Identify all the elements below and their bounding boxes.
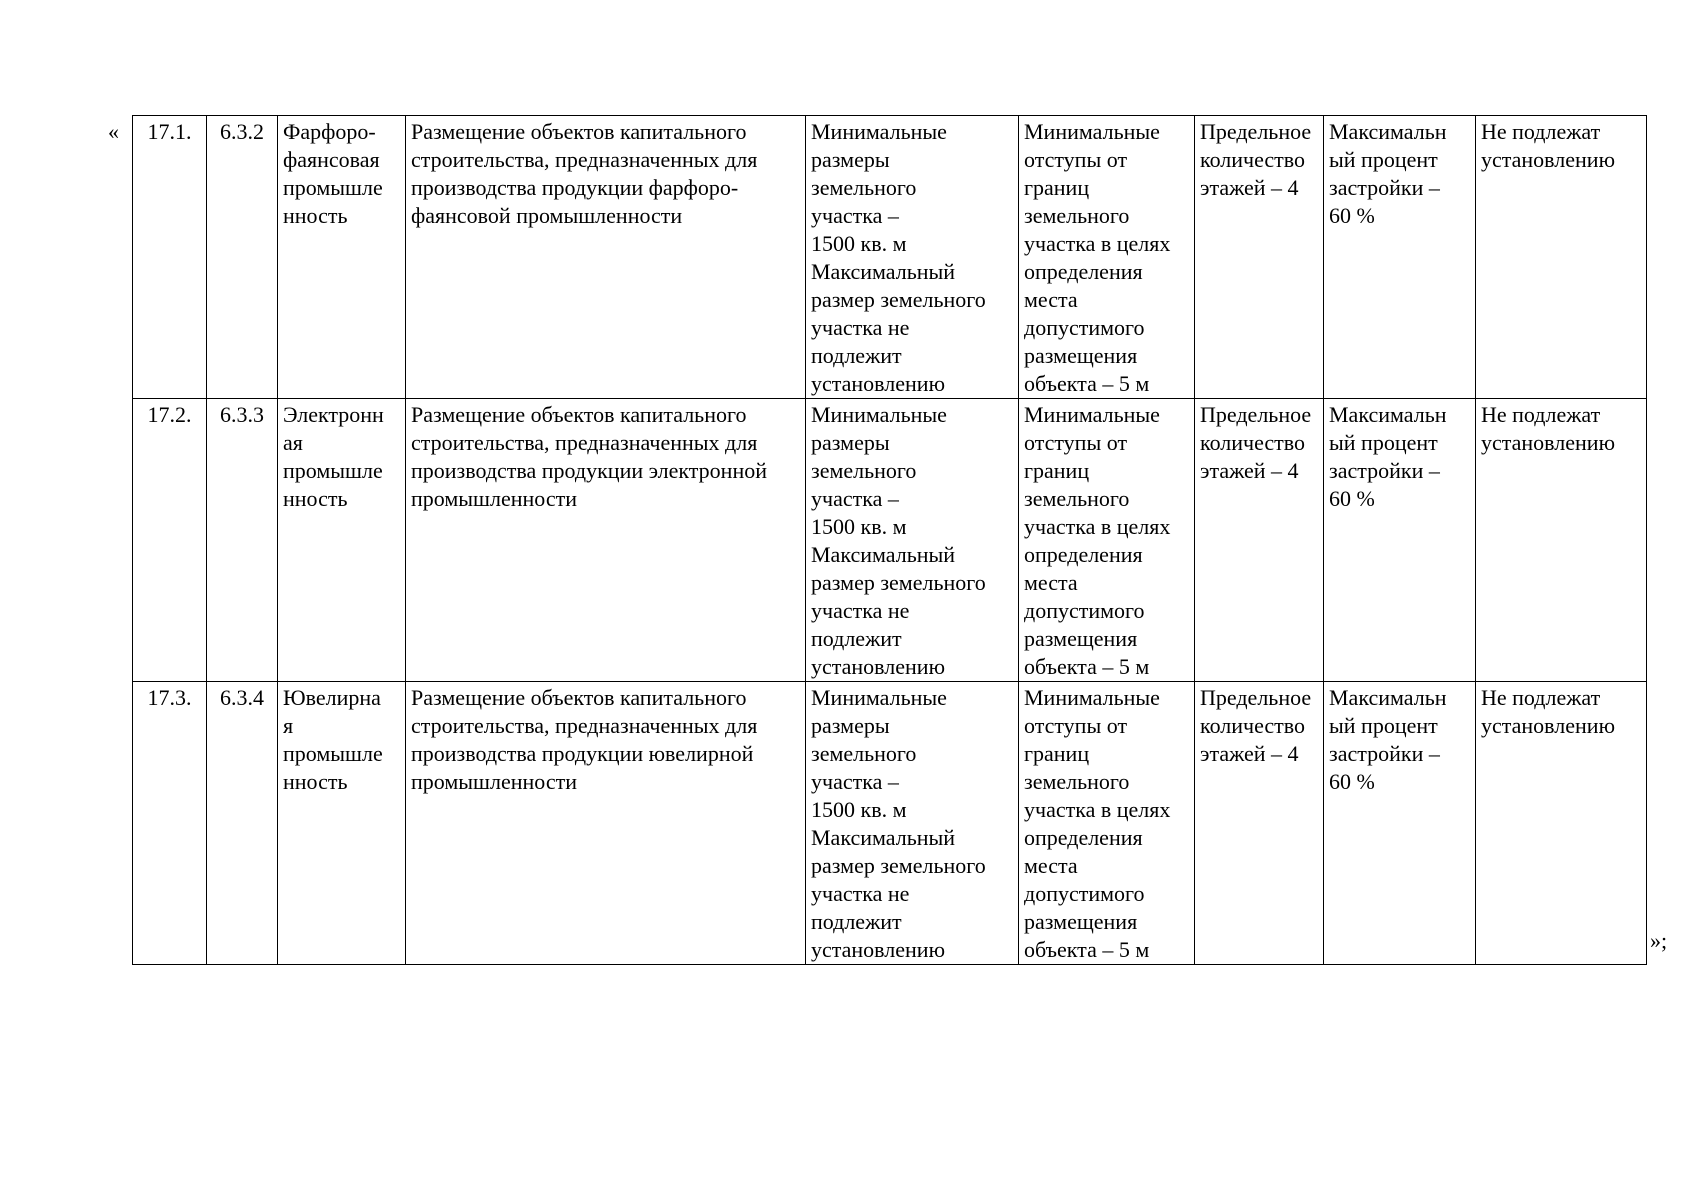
floor-limit: Предельное количество этажей – 4	[1195, 682, 1324, 965]
setback-limits: Минимальные отступы от границ земельного участка в целях определения места допустимого размещения объекта – 5 м	[1019, 116, 1195, 399]
zoning-regulations-table	[132, 115, 1647, 965]
use-description: Размещение объектов капитального строительства, предназначенных для производства продукции электронной промышленности	[406, 399, 806, 682]
floor-limit: Предельное количество этажей – 4	[1195, 116, 1324, 399]
use-code: 6.3.3	[207, 399, 278, 682]
row-number: 17.2.	[133, 399, 207, 682]
floor-limit: Предельное количество этажей – 4	[1195, 399, 1324, 682]
other-limits: Не подлежат установлению	[1476, 399, 1647, 682]
other-limits: Не подлежат установлению	[1476, 682, 1647, 965]
closing-quote: »;	[1650, 928, 1668, 953]
use-code: 6.3.4	[207, 682, 278, 965]
use-code: 6.3.2	[207, 116, 278, 399]
table-row	[133, 682, 1647, 965]
plot-size-limits: Минимальные размеры земельного участка – 1500 кв. м Максимальный размер земельного участка не подлежит установлению	[806, 116, 1019, 399]
setback-limits: Минимальные отступы от границ земельного участка в целях определения места допустимого размещения объекта – 5 м	[1019, 399, 1195, 682]
table-row	[133, 399, 1647, 682]
plot-size-limits: Минимальные размеры земельного участка – 1500 кв. м Максимальный размер земельного участка не подлежит установлению	[806, 399, 1019, 682]
coverage-limit: Максимальн ый процент застройки – 60 %	[1324, 682, 1476, 965]
coverage-limit: Максимальн ый процент застройки – 60 %	[1324, 399, 1476, 682]
opening-quote: «	[108, 119, 119, 144]
coverage-limit: Максимальн ый процент застройки – 60 %	[1324, 116, 1476, 399]
use-name: Фарфоро- фаянсовая промышле нность	[278, 116, 406, 399]
row-number: 17.1.	[133, 116, 207, 399]
table-row	[133, 116, 1647, 399]
setback-limits: Минимальные отступы от границ земельного участка в целях определения места допустимого размещения объекта – 5 м	[1019, 682, 1195, 965]
use-description: Размещение объектов капитального строительства, предназначенных для производства продукции ювелирной промышленности	[406, 682, 806, 965]
use-description: Размещение объектов капитального строительства, предназначенных для производства продукции фарфоро-фаянсовой промышленности	[406, 116, 806, 399]
plot-size-limits: Минимальные размеры земельного участка – 1500 кв. м Максимальный размер земельного участка не подлежит установлению	[806, 682, 1019, 965]
use-name: Электронн ая промышле нность	[278, 399, 406, 682]
other-limits: Не подлежат установлению	[1476, 116, 1647, 399]
row-number: 17.3.	[133, 682, 207, 965]
use-name: Ювелирна я промышле нность	[278, 682, 406, 965]
